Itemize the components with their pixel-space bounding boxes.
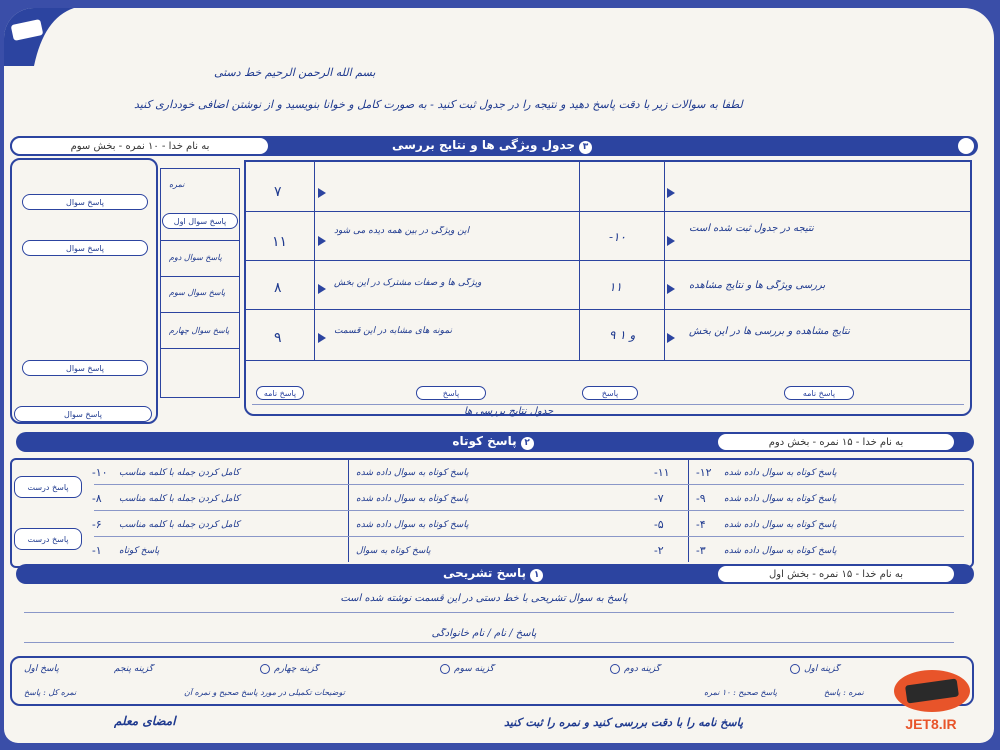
option-item: گزینه دوم bbox=[624, 664, 661, 674]
short-answer-item: پاسخ کوتاه به سوال داده شده bbox=[724, 520, 837, 530]
row-number: ۱۱ bbox=[272, 234, 288, 250]
essay-note: پاسخ / نام / نام خانوادگی bbox=[431, 628, 537, 639]
option-radio-icon[interactable] bbox=[610, 664, 620, 674]
header-line-2: لطفا به سوالات زیر با دقت پاسخ دهید و نتیجه را در جدول ثبت کنید - به صورت کامل و خوانا بنویسید و از نوشتن اضافی خودداری کنید bbox=[134, 98, 743, 111]
short-answer-no: -۵ bbox=[654, 518, 664, 531]
short-answer-no: -۶ bbox=[92, 518, 102, 531]
short-answer-no: -۷ bbox=[654, 492, 664, 505]
section-3-bottom-text: جدول نتایج بررسی ها bbox=[464, 406, 554, 417]
short-answer-item: پاسخ کوتاه به سوال داده شده bbox=[356, 468, 469, 478]
section-2-points: به نام خدا - ۱۵ نمره - بخش دوم bbox=[716, 432, 956, 452]
section-2-badge: ۲ bbox=[521, 437, 534, 450]
note-button[interactable]: پاسخ سوال bbox=[14, 406, 152, 422]
table-tab[interactable]: پاسخ bbox=[582, 386, 638, 400]
row-number: ۸ bbox=[274, 280, 282, 296]
note-button[interactable]: پاسخ سوال bbox=[22, 240, 148, 256]
short-answer-no: -۱۰ bbox=[92, 466, 108, 479]
side-note: پاسخ سوال چهارم bbox=[169, 326, 230, 335]
short-answer-item: پاسخ کوتاه به سوال داده شده bbox=[356, 494, 469, 504]
section-1-title: پاسخ تشریحی bbox=[442, 566, 527, 580]
short-answer-no: -۱ bbox=[92, 544, 102, 557]
side-panel bbox=[160, 168, 240, 398]
short-answer-item: کامل کردن جمله با کلمه مناسب bbox=[119, 494, 240, 504]
short-answer-item: پاسخ کوتاه به سوال داده شده bbox=[724, 494, 837, 504]
row-right-text: نتیجه در جدول ثبت شده است bbox=[689, 223, 814, 234]
side-pill[interactable]: پاسخ سوال اول bbox=[162, 213, 238, 229]
row-arrow-icon bbox=[667, 284, 675, 294]
watermark-text: JET8.IR bbox=[905, 716, 957, 732]
row-left-text: نمونه های مشابه در این قسمت bbox=[334, 326, 453, 336]
short-answer-no: -۲ bbox=[654, 544, 664, 557]
row-number: ۷ bbox=[274, 184, 282, 200]
section-1-bar bbox=[16, 564, 974, 584]
side-note: پاسخ سوال سوم bbox=[169, 288, 226, 297]
correct-answer-pill[interactable]: پاسخ درست bbox=[14, 528, 82, 550]
side-note: نمره bbox=[169, 180, 185, 189]
row-left-text: ویژگی ها و صفات مشترک در این بخش bbox=[334, 278, 482, 288]
short-answer-item: پاسخ کوتاه bbox=[119, 546, 160, 556]
option-detail: توضیحات تکمیلی در مورد پاسخ صحیح و نمره آن bbox=[184, 688, 345, 697]
section-1-badge: ۱ bbox=[530, 569, 543, 582]
row-right-text: بررسی ویژگی ها و نتایج مشاهده bbox=[689, 280, 826, 291]
footer-signature: امضای معلم bbox=[114, 714, 176, 728]
note-button[interactable]: پاسخ سوال bbox=[22, 194, 148, 210]
short-answer-item: پاسخ کوتاه به سوال داده شده bbox=[356, 520, 469, 530]
short-answer-item: پاسخ کوتاه به سوال داده شده bbox=[724, 546, 837, 556]
row-arrow-icon bbox=[318, 333, 326, 343]
short-answer-item: پاسخ کوتاه به سوال داده شده bbox=[724, 468, 837, 478]
side-note: پاسخ سوال دوم bbox=[169, 253, 222, 262]
option-detail: پاسخ صحیح : ۱۰ نمره bbox=[704, 688, 777, 697]
table-tab[interactable]: پاسخ نامه bbox=[784, 386, 854, 400]
option-item: پاسخ اول bbox=[24, 664, 59, 674]
option-item: گزینه اول bbox=[804, 664, 840, 674]
short-answer-item: پاسخ کوتاه به سوال bbox=[356, 546, 431, 556]
short-answer-no: -۳ bbox=[696, 544, 706, 557]
section-3-badge: ۳ bbox=[579, 141, 592, 154]
watermark-logo-icon bbox=[892, 668, 972, 714]
option-item: گزینه چهارم bbox=[274, 664, 319, 674]
row-mid-text: -۱۰ bbox=[609, 230, 626, 244]
row-arrow-icon bbox=[318, 236, 326, 246]
row-arrow-icon bbox=[318, 284, 326, 294]
short-answer-item: کامل کردن جمله با کلمه مناسب bbox=[119, 520, 240, 530]
watermark bbox=[882, 668, 982, 738]
row-mid-text: ۱۱ bbox=[609, 280, 622, 294]
short-answer-no: -۹ bbox=[696, 492, 706, 505]
row-arrow-icon bbox=[667, 333, 675, 343]
option-radio-icon[interactable] bbox=[440, 664, 450, 674]
row-left-text: این ویژگی در بین همه دیده می شود bbox=[334, 226, 470, 236]
short-answer-no: -۸ bbox=[92, 492, 102, 505]
option-radio-icon[interactable] bbox=[260, 664, 270, 674]
short-answer-no: -۱۱ bbox=[654, 466, 670, 479]
header-line-1: بسم الله الرحمن الرحیم خط دستی bbox=[214, 66, 376, 79]
row-arrow-icon bbox=[318, 188, 326, 198]
correct-answer-pill[interactable]: پاسخ درست bbox=[14, 476, 82, 498]
section-3-points: به نام خدا - ۱۰ نمره - بخش سوم bbox=[10, 136, 270, 156]
option-detail: نمره : پاسخ bbox=[824, 688, 864, 697]
table-tab[interactable]: پاسخ bbox=[416, 386, 486, 400]
section-2-title: پاسخ کوتاه bbox=[452, 434, 517, 448]
essay-answer: پاسخ به سوال تشریحی با خط دستی در این قسمت نوشته شده است bbox=[340, 593, 628, 604]
section-1-points: به نام خدا - ۱۵ نمره - بخش اول bbox=[716, 564, 956, 584]
short-answer-no: -۱۲ bbox=[696, 466, 712, 479]
option-item: گزینه سوم bbox=[454, 664, 494, 674]
option-radio-icon[interactable] bbox=[790, 664, 800, 674]
answer-sheet bbox=[4, 8, 994, 743]
section-3-bar bbox=[10, 136, 978, 156]
option-detail: نمره کل : پاسخ bbox=[24, 688, 77, 697]
brand-logo-icon bbox=[4, 8, 74, 66]
footer-note: پاسخ نامه را با دقت بررسی کنید و نمره را ثبت کنید bbox=[504, 716, 744, 729]
note-button[interactable]: پاسخ سوال bbox=[22, 360, 148, 376]
row-arrow-icon bbox=[667, 236, 675, 246]
section-3-knob-icon bbox=[958, 138, 974, 154]
row-right-text: نتایج مشاهده و بررسی ها در این بخش bbox=[689, 326, 850, 337]
option-item: گزینه پنجم bbox=[114, 664, 154, 674]
short-answer-item: کامل کردن جمله با کلمه مناسب bbox=[119, 468, 240, 478]
short-answer-no: -۴ bbox=[696, 518, 706, 531]
row-arrow-icon bbox=[667, 188, 675, 198]
row-number: ۹ bbox=[274, 330, 282, 346]
row-mid-text: ۹ و ۱ bbox=[609, 328, 636, 342]
section-3-title: جدول ویژگی ها و نتایج بررسی bbox=[391, 138, 576, 152]
section-2-bar bbox=[16, 432, 974, 452]
table-tab[interactable]: پاسخ نامه bbox=[256, 386, 304, 400]
